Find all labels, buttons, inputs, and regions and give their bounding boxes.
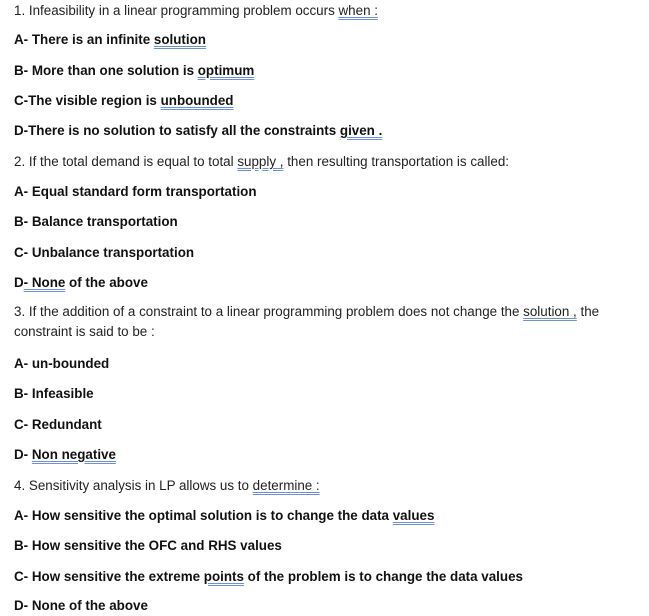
option-text: B- Infeasible: [14, 386, 94, 401]
option-text: D: [14, 275, 24, 290]
question-2-stem: [14, 153, 509, 170]
option-text: C- Redundant: [14, 417, 102, 432]
question-2-option-a: [14, 183, 257, 200]
question-2-option-d: [14, 274, 148, 291]
question-1-option-b: [14, 62, 254, 79]
question-1-option-d: [14, 122, 382, 139]
option-text: A- un-bounded: [14, 356, 110, 371]
question-3-text-end: the constraint is said to be :: [14, 304, 600, 339]
option-text: C- Unbalance transportation: [14, 245, 195, 260]
option-text: A- There is an infinite: [14, 32, 154, 47]
question-3-option-c: [14, 416, 102, 433]
question-4-stem: [14, 477, 320, 494]
question-4-option-d: [14, 597, 148, 614]
question-4-text: 4. Sensitivity analysis in LP allows us to: [14, 478, 253, 493]
question-3-option-a: [14, 355, 109, 372]
question-3-option-d: [14, 446, 116, 463]
option-text-end: of the above: [65, 275, 148, 290]
question-3-option-b: [14, 385, 94, 402]
question-2-option-b: [14, 213, 178, 230]
option-flagged-word: unbounded: [160, 93, 234, 108]
question-2-option-c: [14, 244, 194, 261]
question-1-text: 1. Infeasibility in a linear programming problem occurs: [14, 3, 339, 18]
question-2-text-end: then resulting transportation is called:: [283, 154, 510, 169]
question-1-stem: [14, 2, 378, 19]
option-text: C-The visible region is: [14, 93, 161, 108]
option-text: B- How sensitive the OFC and RHS values: [14, 538, 282, 553]
option-flagged-word: - None: [23, 275, 66, 290]
question-3-text: 3. If the addition of a constraint to a linear programming problem does not change the: [14, 304, 524, 319]
option-text: B- Balance transportation: [14, 214, 178, 229]
question-2-flagged-word: supply ,: [237, 154, 284, 169]
question-1-flagged-word: when :: [338, 3, 378, 18]
option-flagged-word: values: [392, 508, 435, 523]
option-flagged-word: solution: [153, 32, 206, 47]
option-text: A- How sensitive the optimal solution is to change the data: [14, 508, 393, 523]
question-1-option-a: [14, 31, 206, 48]
question-4-option-c: [14, 568, 523, 585]
option-flagged-word: Non negative: [31, 447, 116, 462]
option-flagged-word: given .: [339, 123, 383, 138]
option-flagged-word: points: [203, 569, 244, 584]
option-text: D-There is no solution to satisfy all the constraints: [14, 123, 340, 138]
option-text: B- More than one solution is: [14, 63, 198, 78]
option-text: C- How sensitive the extreme: [14, 569, 204, 584]
question-4-flagged-word: determine :: [252, 478, 320, 493]
question-1-option-c: [14, 92, 233, 109]
question-2-text: 2. If the total demand is equal to total: [14, 154, 238, 169]
question-4-option-a: [14, 507, 434, 524]
question-3-flagged-word: solution ,: [523, 304, 577, 319]
option-text: D-: [14, 447, 32, 462]
question-4-option-b: [14, 537, 282, 554]
option-text: A- Equal standard form transportation: [14, 184, 257, 199]
question-3-stem: [14, 302, 634, 342]
option-text-end: of the problem is to change the data values: [243, 569, 523, 584]
option-text: D- None of the above: [14, 598, 148, 613]
option-flagged-word: optimum: [197, 63, 255, 78]
